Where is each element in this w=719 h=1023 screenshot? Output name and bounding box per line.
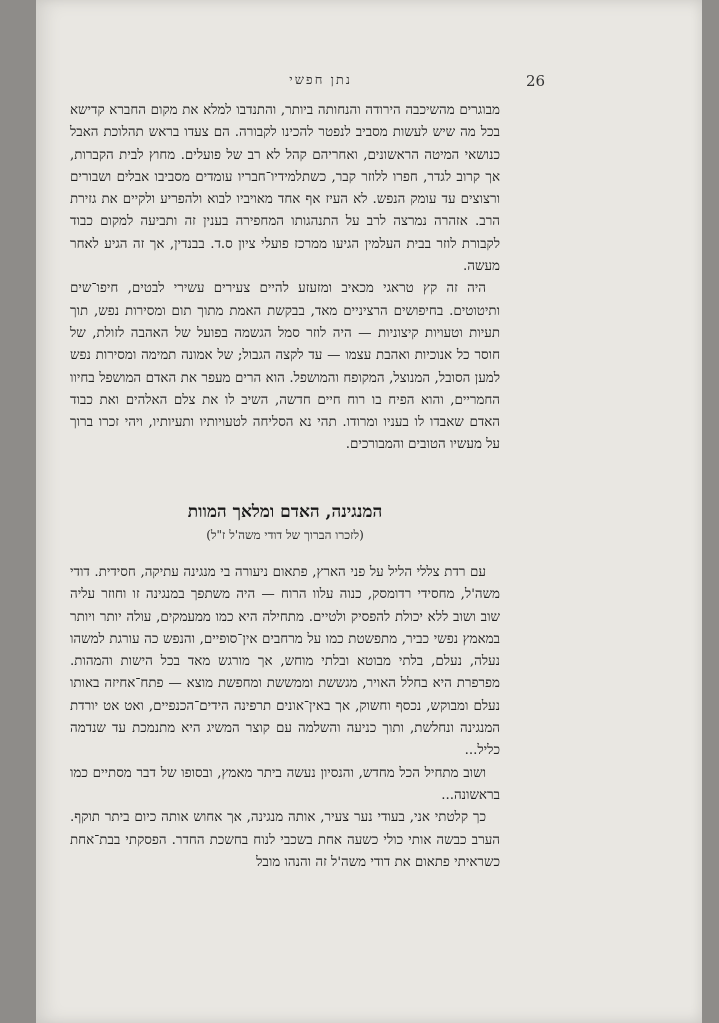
paragraph: היה זה קץ טראגי מכאיב ומזעזע להיים צעירים עשירי לבטים, חיפו־שים ותיטוטים. בחיפושים הרציניים מאד, בבקשת האמת מתוך תום ומסירות נפש, תוך תעיות וטעויות קיצוניות — היה לוזר סמל הגשמה בפועל של האהבה לזולת, של חוסר כל אנוכיות ואהבת עצמו — עד לקצה הגבול; של אמונה תמימה ומסירות נפש למען הסובל, המנוצל, המקופח והמושפל. הוא הרים מעפר את האדם המושפל בחיוו החמריים, והוא הפיח בו רוח חיים חדשה, השיב לו את צלם האלהים ואת כבוד האדם שאבדו לו בעניו ומרודו. תהי נא הסליחה לטעויותיו ותעיותיו, ויהי זכרו ברוך על מעשיו הטובים והמבורכים. (70, 281, 500, 453)
running-head: נתן חפשי (289, 73, 352, 88)
paragraph: ושוב מתחיל הכל מחדש, והנסיון נעשה ביתר מאמץ, ובסופו של דבר מסתיים כמו בראשונה... (70, 765, 500, 803)
paragraph: כך קלטתי אני, בעודי נער צעיר, אותה מנגינה, אך אחוש אותה כיום ביתר תוקף. הערב כבשה אותי כולי כשעה אחת בשכבי לנוח בחשכת החדר. הפסקתי בבת־אחת כשראיתי פתאום את דודי משה'ל זה והנהו מובל (70, 810, 500, 870)
section-title: המנגינה, האדם ומלאך המוות (187, 502, 383, 522)
paragraph: עם רדת צללי הליל על פני הארץ, פתאום ניעורה בי מנגינה עתיקה, חסידית. דודי משה'ל, מחסידי רדומסק, כנוה עלוו הרוח — היה משתפך במנגינה זו וחוזר עליה שוב ושוב ללא יכולת להפסיק ולטיים. מתחילה היא כמו ממעמקים, עולה יותר ויותר במאמץ נפשי כביר, מתפשטת כמו על מרחבים אין־סופיים, והנפש כה עורגת למשהו נעלה, נעלם, בלתי מבוטא ובלתי מוחש, אך מורגש מאד בכל הישות והמהות. מפרפרת היא בחלל האויר, מגששת וממששת ומחפשת מוצא — פתח־אחיזה באותו נעלם ומבוקש, נכסף וחשוק, אך באין־אונים תרפינה הידים־הכנפיים, ואט אט יורדת המנגינה ונחלשת, ותוך כניעה והשלמה עם קוצר המשיג היא מתנמכת עד שנדמה כליל... (70, 565, 500, 759)
page-header (36, 70, 702, 94)
paragraph: מבוגרים מהשיכבה הירודה והנחותה ביותר, והתנדבו למלא את מקום החברא קדישא בכל מה שיש לעשות מסביב לנפטר להכינו לקבורה. הם צעדו בראש תהלוכת האבל כנושאי המיטה הראשונים, ואחריהם קהל לא רב של פועלים. מחוץ לבית הקברות, אך קרוב לגדר, חפרו ללוזר קבר, כשתלמידיו־חבריו עומדים מסביבו אבלים ושבורים ורצוצים עד עומק הנפש. לא העיז אף אחד מאויביו לבוא ולהפריע ולקיים את גזירת הרב. אזהרה נמרצה לרב על התנהגותו המחפירה בענין זה ותביעה למקום כבוד לקבורת לוזר בבית העלמין הגיעו ממרכז פועלי ציון ס.ד. בבנדין, אך זה הגיע לאחר מעשה. (70, 103, 500, 275)
section-1-body (70, 100, 500, 457)
section-2-body (70, 562, 500, 874)
page-number: 26 (526, 72, 546, 90)
section-subtitle: (לזכרו הברוך של דודי משה'ל ז"ל) (206, 528, 364, 542)
